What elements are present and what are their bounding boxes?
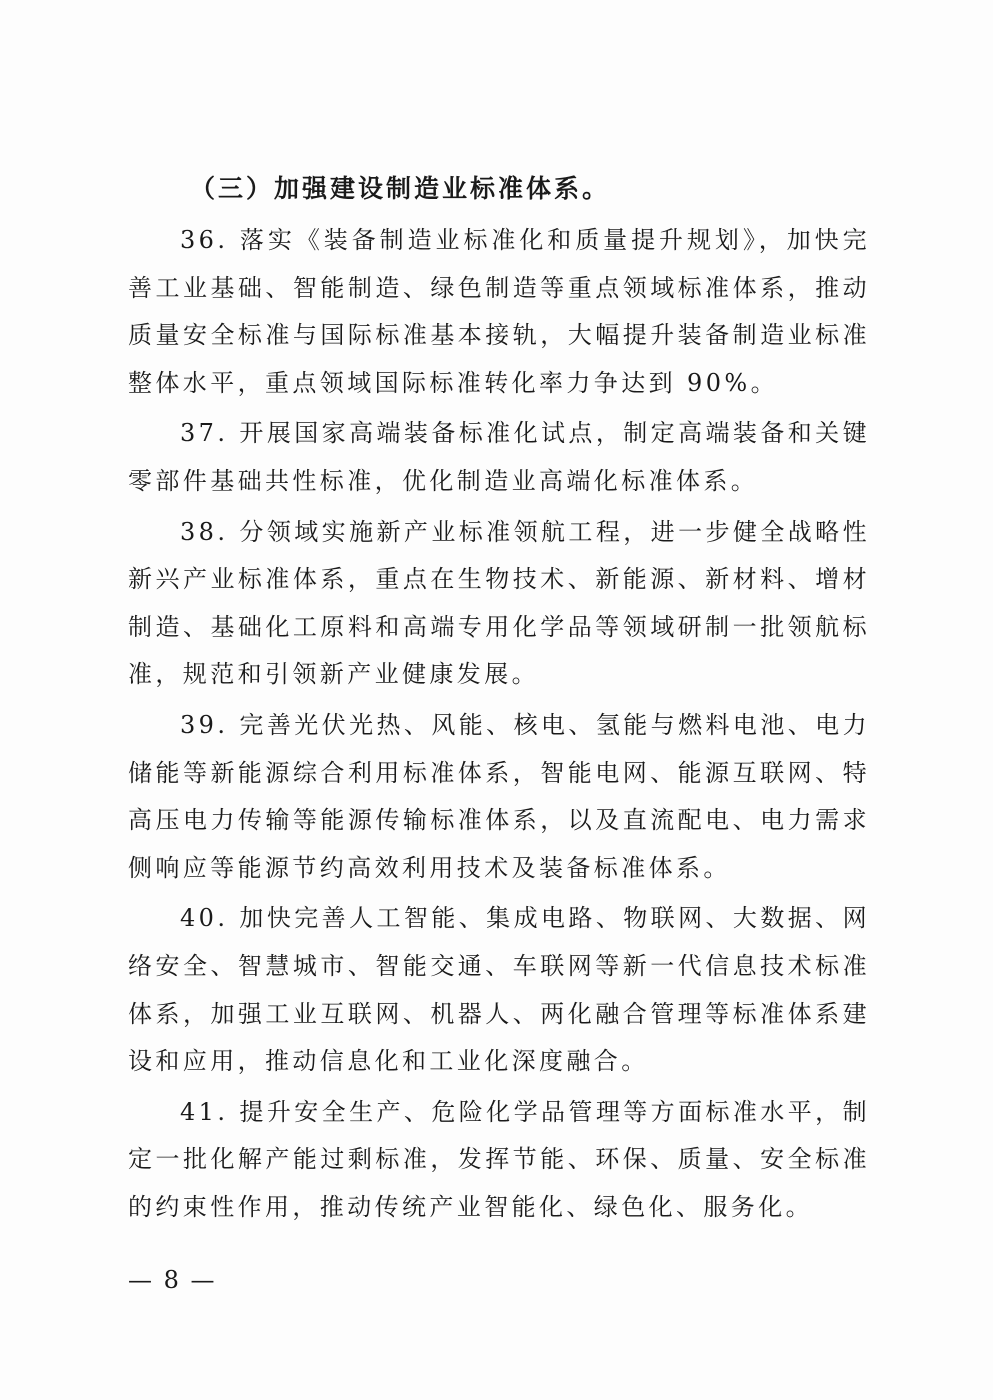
document-body [128,165,870,1234]
paragraph-37: 37. 开展国家高端装备标准化试点，制定高端装备和关键零部件基础共性标准，优化制造业高端化标准体系。 [128,419,870,495]
page-number: — 8 — [128,1266,217,1294]
paragraph-36: 36. 落实《装备制造业标准化和质量提升规划》，加快完善工业基础、智能制造、绿色制造等重点领域标准体系，推动质量安全标准与国际标准基本接轨，大幅提升装备制造业标准整体水平，重点领域国际标准转化率力争达到 90%。 [128,226,870,397]
paragraph-41: 41. 提升安全生产、危险化学品管理等方面标准水平，制定一批化解产能过剩标准，发挥节能、环保、质量、安全标准的约束性作用，推动传统产业智能化、绿色化、服务化。 [128,1097,870,1221]
paragraph-38: 38. 分领域实施新产业标准领航工程，进一步健全战略性新兴产业标准体系，重点在生物技术、新能源、新材料、增材制造、基础化工原料和高端专用化学品等领域研制一批领航标准，规范和引领新产业健康发展。 [128,517,870,689]
section-heading: （三）加强建设制造业标准体系。 [190,174,611,203]
paragraph-40: 40. 加快完善人工智能、集成电路、物联网、大数据、网络安全、智慧城市、智能交通、车联网等新一代信息技术标准体系，加强工业互联网、机器人、两化融合管理等标准体系建设和应用，推动信息化和工业化深度融合。 [128,904,870,1076]
paragraph-39: 39. 完善光伏光热、风能、核电、氢能与燃料电池、电力储能等新能源综合利用标准体系，智能电网、能源互联网、特高压电力传输等能源传输标准体系，以及直流配电、电力需求侧响应等能源节约高效利用技术及装备标准体系。 [128,710,870,882]
